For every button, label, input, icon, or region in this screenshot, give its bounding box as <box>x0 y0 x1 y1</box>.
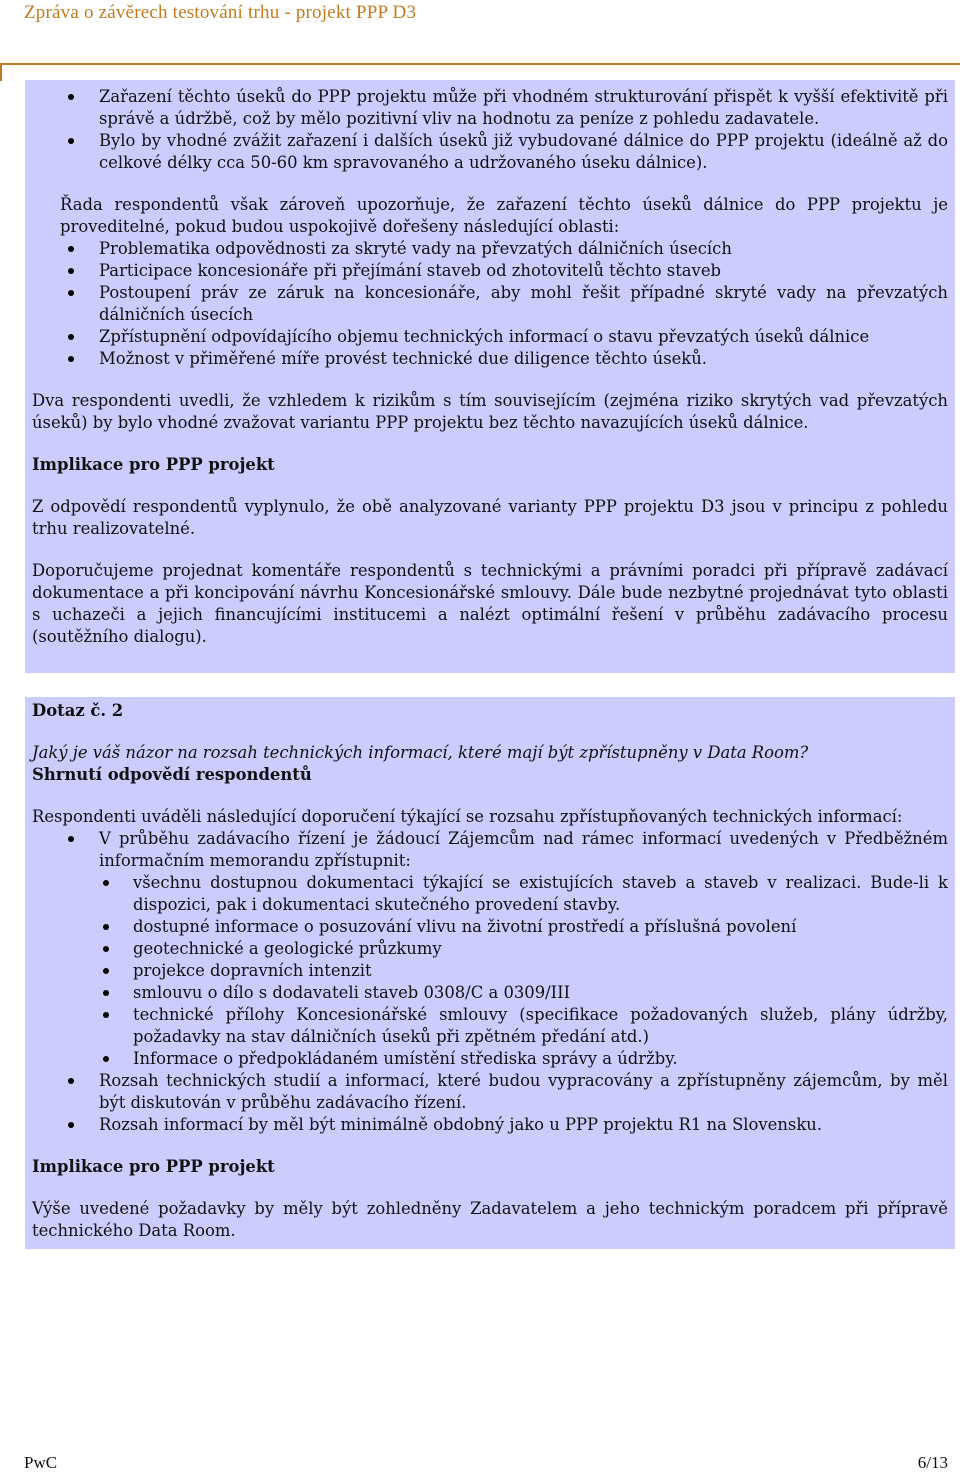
intro-bullet-list <box>32 86 948 174</box>
list-item: Problematika odpovědnosti za skryté vady na převzatých dálničních úsecích <box>32 238 948 260</box>
list-item: Participace koncesionáře při přejímání staveb od zhotovitelů těchto staveb <box>32 260 948 282</box>
sub-list-item: dostupné informace o posuzování vlivu na životní prostředí a příslušná povolení <box>99 916 948 938</box>
question-label: Dotaz č. 2 <box>32 701 124 720</box>
list-item: Postoupení práv ze záruk na koncesionáře, aby mohl řešit případné skryté vady na převzatých dálničních úsecích <box>32 282 948 326</box>
concern-intro: Řada respondentů však zároveň upozorňuje, že zařazení těchto úseků dálnice do PPP projektu je proveditelné, pokud budou uspokojivě dořešeny následující oblasti: <box>60 195 948 236</box>
header-tick <box>0 63 2 81</box>
section-box-1 <box>25 80 955 673</box>
list-item: Rozsah informací by měl být minimálně obdobný jako u PPP projektu R1 na Slovensku. <box>32 1114 948 1136</box>
sub-list-item: technické přílohy Koncesionářské smlouvy (specifikace požadovaných služeb, plány údržby, požadavky na stav dálničních úseků při zpětném předání atd.) <box>99 1004 948 1048</box>
implication-paragraph-1: Z odpovědí respondentů vyplynulo, že obě analyzované varianty PPP projektu D3 jsou v principu z pohledu trhu realizovatelné. <box>32 497 948 538</box>
section-box-2 <box>25 697 955 1249</box>
footer-page-number: 6/13 <box>917 1453 948 1472</box>
recommendation-bullet-list <box>32 828 948 1136</box>
list-item: Rozsah technických studií a informací, které budou vypracovány a zpřístupněny zájemcům, by měl být diskutován v průběhu zadávacího řízení. <box>32 1070 948 1114</box>
sub-list-item: geotechnické a geologické průzkumy <box>99 938 948 960</box>
implication-paragraph-3: Výše uvedené požadavky by měly být zohledněny Zadavatelem a jeho technickým poradcem při přípravě technického Data Room. <box>32 1199 948 1240</box>
header-rule <box>0 63 960 65</box>
concern-bullet-list <box>32 238 948 370</box>
two-respondents-paragraph: Dva respondenti uvedli, že vzhledem k rizikům s tím souvisejícím (zejména riziko skrytých vad převzatých úseků) by bylo vhodné zvažovat variantu PPP projektu bez těchto navazujících úseků dálnice. <box>32 391 948 432</box>
implication-heading-2: Implikace pro PPP projekt <box>32 1157 275 1176</box>
question-text: Jaký je váš názor na rozsah technických informací, které mají být zpřístupněny v Data Room? <box>32 743 809 762</box>
sub-list-item: Informace o předpokládaném umístění střediska správy a údržby. <box>99 1048 948 1070</box>
summary-intro: Respondenti uváděli následující doporučení týkající se rozsahu zpřístupňovaných technických informací: <box>32 807 903 826</box>
sub-list-item: smlouvu o dílo s dodavateli staveb 0308/C a 0309/III <box>99 982 948 1004</box>
data-room-sub-list <box>99 872 948 1070</box>
page-header-title: Zpráva o závěrech testování trhu - projekt PPP D3 <box>24 2 417 23</box>
list-item: Možnost v přiměřené míře provést technické due diligence těchto úseků. <box>32 348 948 370</box>
list-item: Zpřístupnění odpovídajícího objemu technických informací o stavu převzatých úseků dálnice <box>32 326 948 348</box>
list-item: V průběhu zadávacího řízení je žádoucí Zájemcům nad rámec informací uvedených v Předběžném informačním memorandu zpřístupnit: všechnu dostupnou dokumentaci týkající se existujících staveb a staveb v realizaci. Bude-li k dispozici, pak i dokumentaci skutečného provedení stavby. dostupné informace o posuzování vlivu na životní prostředí a příslušná povolení geotechnické a geologické průzkumy projekce dopravních intenzit smlouvu o dílo s dodavateli staveb 0308/C a 0309/III technické přílohy Koncesionářské smlouvy (specifikace požadovaných služeb, plány údržby, požadavky na stav dálničních úseků při zpětném předání atd.) Informace o předpokládaném umístění střediska správy a údržby. <box>32 828 948 1070</box>
implication-paragraph-2: Doporučujeme projednat komentáře respondentů s technickými a právními poradci při přípravě zadávací dokumentace a při koncipování návrhu Koncesionářské smlouvy. Dále bude nezbytné projednávat tyto oblasti s uchazeči a jejich financujícími institucemi a nalézt optimální řešení v průběhu zadávacího procesu (soutěžního dialogu). <box>32 561 948 646</box>
summary-heading: Shrnutí odpovědí respondentů <box>32 765 312 784</box>
list-item: Bylo by vhodné zvážit zařazení i dalších úseků již vybudované dálnice do PPP projektu (ideálně až do celkové délky cca 50-60 km spravovaného a udržovaného úseku dálnice). <box>32 130 948 174</box>
sub-list-item: projekce dopravních intenzit <box>99 960 948 982</box>
sub-list-item: všechnu dostupnou dokumentaci týkající se existujících staveb a staveb v realizaci. Bude-li k dispozici, pak i dokumentaci skutečného provedení stavby. <box>99 872 948 916</box>
implication-heading: Implikace pro PPP projekt <box>32 455 275 474</box>
footer-company: PwC <box>24 1453 58 1472</box>
list-item: Zařazení těchto úseků do PPP projektu může při vhodném strukturování přispět k vyšší efektivitě při správě a údržbě, což by mělo pozitivní vliv na hodnotu za peníze z pohledu zadavatele. <box>32 86 948 130</box>
